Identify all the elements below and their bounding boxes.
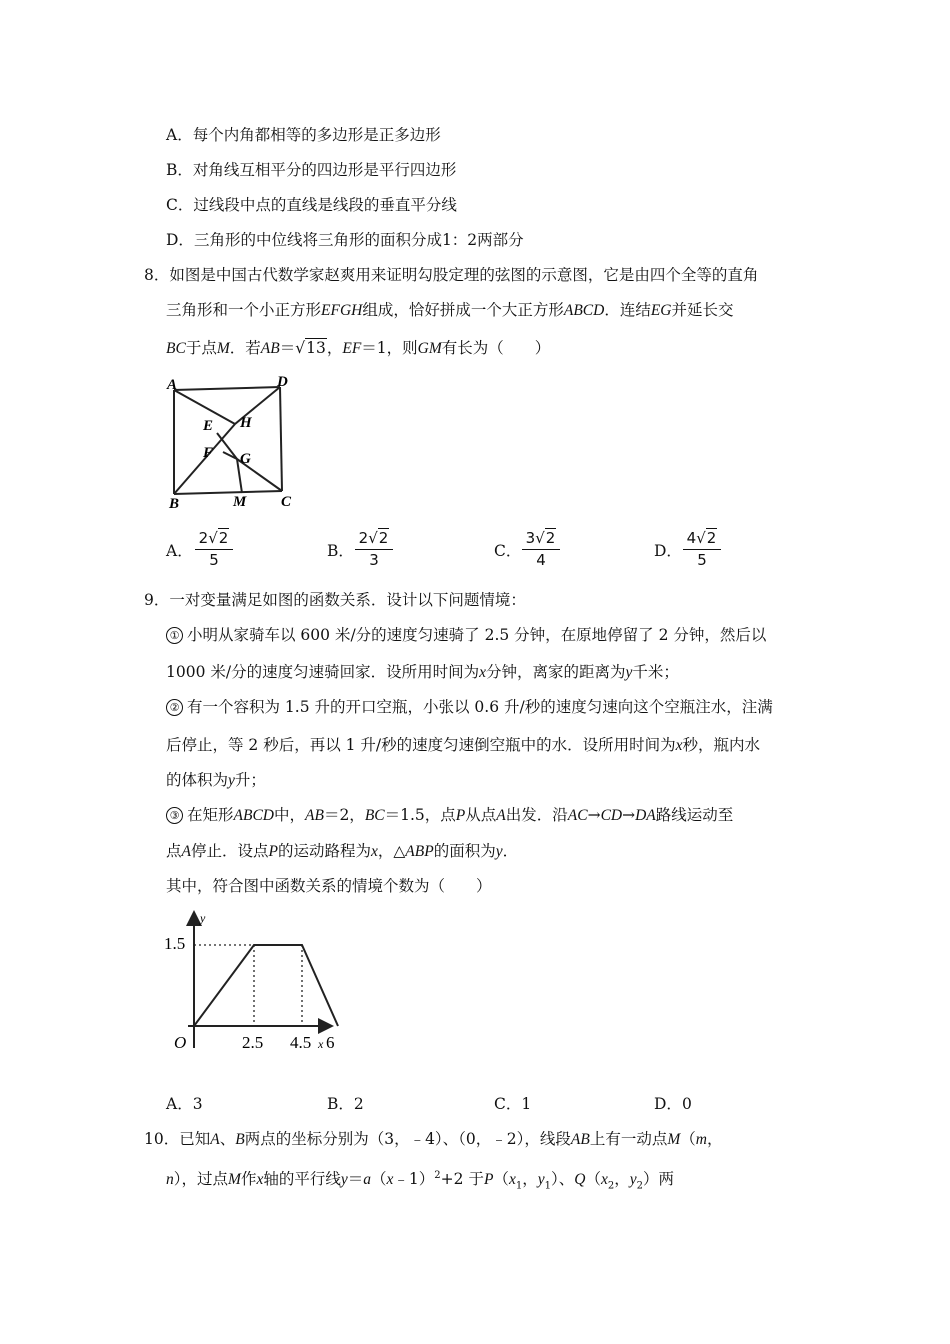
function-line xyxy=(194,945,338,1026)
q8-option-d-label: D． xyxy=(654,542,682,560)
x-axis-label: x xyxy=(318,1037,324,1051)
q8-option-d: 4√2 5 xyxy=(683,530,721,569)
q10-line2: n），过点M作x轴的平行线y＝a（x﹣1）$^2$+2 于$P(x_1$，$y_1$）、$Q(x_2$，$y_2$）两 xyxy=(166,1170,675,1192)
q8-option-a: 2√2 5 xyxy=(195,530,233,569)
q8-option-c: 3√2 4 xyxy=(522,530,560,569)
origin-label: O xyxy=(174,1033,187,1052)
q8-line2: 三角形和一个小正方形EFGH组成，恰好拼成一个大正方形ABCD．连结EG并延长交 xyxy=(166,301,734,319)
q8-figure xyxy=(165,372,305,510)
q9-option-a: A．3 xyxy=(166,1095,203,1113)
q9-function-graph xyxy=(160,908,340,1058)
q9-s2-line2: 后停止，等 2 秒后，再以 1 升/秒的速度匀速倒空瓶中的水．设所用时间为x秒，瓶内水 xyxy=(166,736,761,754)
q7-option-a: A．每个内角都相等的多边形是正多边形 xyxy=(166,126,441,144)
label-h: H xyxy=(240,415,252,431)
q7-option-b: B．对角线互相平分的四边形是平行四边形 xyxy=(166,161,457,179)
q9-s1-line1: ① 小明从家骑车以 600 米/分的速度匀速骑了 2.5 分钟，在原地停留了 2 分钟，然后以 xyxy=(166,625,766,645)
q9-option-d: D．0 xyxy=(654,1095,692,1113)
q9-option-b: B．2 xyxy=(327,1095,364,1113)
q8-option-b-label: B． xyxy=(327,542,354,560)
x-tick-label-0: 2.5 xyxy=(242,1033,264,1052)
q7-option-c: C．过线段中点的直线是线段的垂直平分线 xyxy=(166,196,457,214)
q7-option-d: D．三角形的中位线将三角形的面积分成1：2两部分 xyxy=(166,231,524,249)
label-f: F xyxy=(203,445,214,461)
q9-s3-line1: ③ 在矩形ABCD中，AB＝2，BC＝1.5，点P从点A出发．沿AC→CD→DA路线运动至 xyxy=(166,805,733,826)
label-m: M xyxy=(233,494,247,510)
label-a: A xyxy=(167,377,178,393)
q9-s2-line1: ② 有一个容积为 1.5 升的开口空瓶，小张以 0.6 升/秒的速度匀速向这个空瓶注水，注满 xyxy=(166,697,773,717)
label-g: G xyxy=(240,451,251,467)
label-b: B xyxy=(169,496,180,510)
q8-line3: BC于点M．若AB＝√13，EF＝1，则GM有长为（ ） xyxy=(166,339,551,357)
y-tick-label: 1.5 xyxy=(164,934,186,953)
q8-option-c-label: C． xyxy=(494,542,522,560)
q9-option-c: C．1 xyxy=(494,1095,532,1113)
q9-s3-line2: 点A停止．设点P的运动路程为x，△ABP的面积为y． xyxy=(166,842,519,860)
q8-option-b: 2√2 3 xyxy=(355,530,393,569)
q8-line1: 8．如图是中国古代数学家赵爽用来证明勾股定理的弦图的示意图，它是由四个全等的直角 xyxy=(144,266,759,284)
label-c: C xyxy=(281,494,292,510)
side-cd xyxy=(280,387,282,491)
q9-question: 其中，符合图中函数关系的情境个数为（ ） xyxy=(166,877,492,895)
q8-option-a-label: A． xyxy=(166,542,193,560)
y-axis-label: y xyxy=(200,911,206,925)
x-tick-label-1: 4.5 xyxy=(290,1033,312,1052)
label-e: E xyxy=(203,418,214,434)
x-tick-label-2: 6 xyxy=(326,1033,335,1052)
q9-s1-line2: 1000 米/分的速度匀速骑回家．设所用时间为x分钟，离家的距离为y千米； xyxy=(166,663,679,681)
q9-intro: 9．一对变量满足如图的函数关系．设计以下问题情境： xyxy=(144,591,526,609)
side-da xyxy=(174,387,280,390)
side-bc xyxy=(174,491,282,494)
q10-line1: 10．已知A、B两点的坐标分别为（3，﹣4）、（0，﹣2），线段AB上有一动点M（m， xyxy=(144,1130,723,1148)
q9-s2-line3: 的体积为y升； xyxy=(166,771,266,789)
label-d: D xyxy=(277,374,288,390)
